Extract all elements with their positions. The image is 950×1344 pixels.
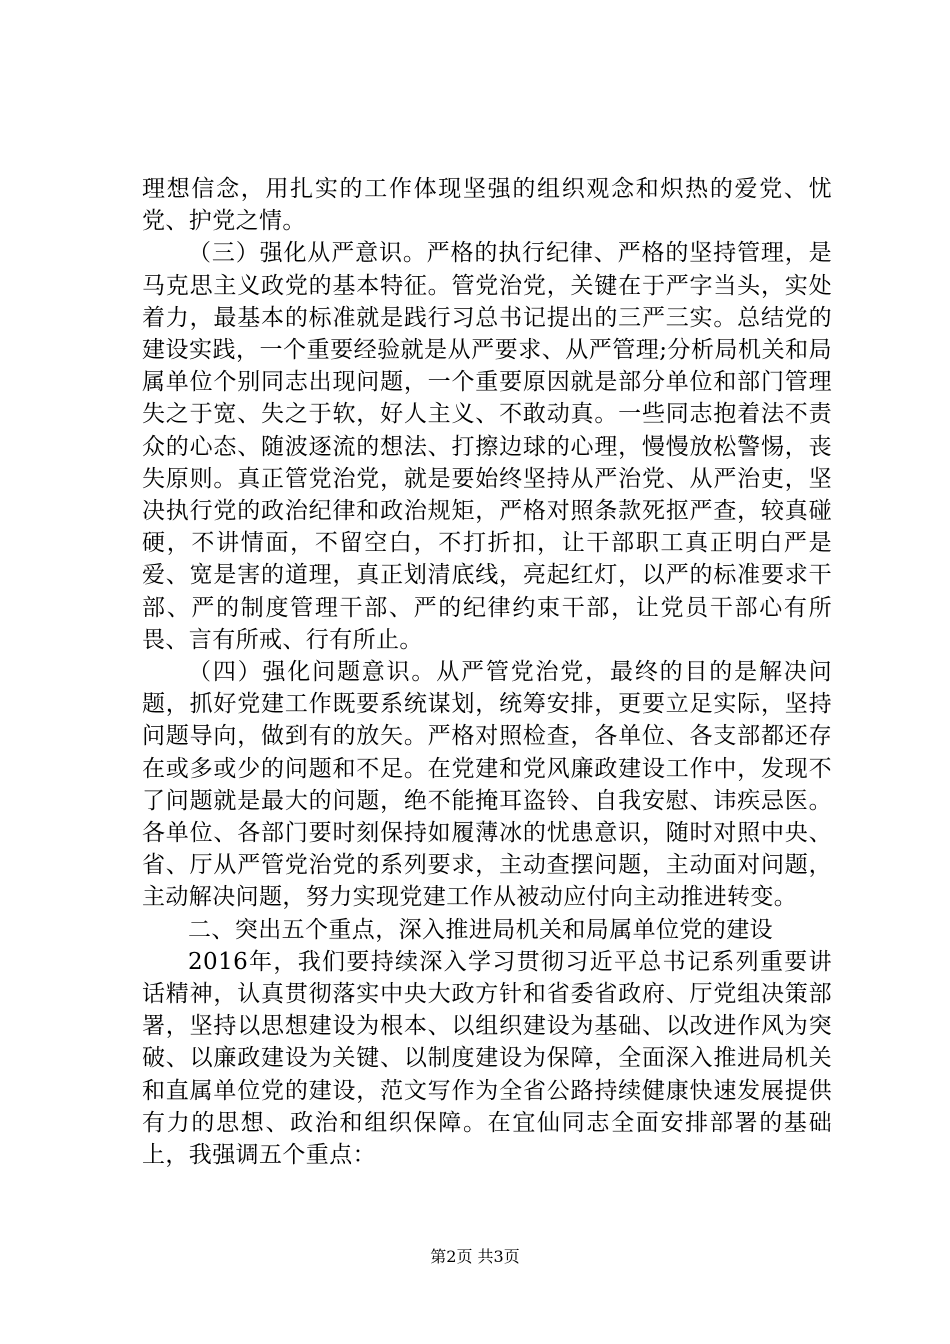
document-body	[142, 173, 832, 1171]
paragraph-strict-awareness: （三）强化从严意识。严格的执行纪律、严格的坚持管理，是马克思主义政党的基本特征。管党治党，关键在于严字当头，实处着力，最基本的标准就是践行习总书记提出的三严三实。总结党的建设实践，一个重要经验就是从严要求、从严管理;分析局机关和局属单位个别同志出现问题，一个重要原因就是部分单位和部门管理失之于宽、失之于软，好人主义、不敢动真。一些同志抱着法不责众的心态、随波逐流的想法、打擦边球的心理，慢慢放松警惕，丧失原则。真正管党治党，就是要始终坚持从严治党、从严治吏，坚决执行党的政治纪律和政治规矩，严格对照条款死抠严查，较真碰硬，不讲情面，不留空白，不打折扣，让干部职工真正明白严是爱、宽是害的道理，真正划清底线，亮起红灯，以严的标准要求干部、严的制度管理干部、严的纪律约束干部，让党员干部心有所畏、言有所戒、行有所止。	[142, 240, 832, 653]
page-footer: 第2页 共3页	[430, 1247, 520, 1266]
section-heading: 二、突出五个重点，深入推进局机关和局属单位党的建设	[188, 916, 773, 943]
paragraph-2016-plan: 2016年，我们要持续深入学习贯彻习近平总书记系列重要讲话精神，认真贯彻落实中央大政方针和省委省政府、厅党组决策部署，坚持以思想建设为根本、以组织建设为基础、以改进作风为突破、以廉政建设为关键、以制度建设为保障，全面深入推进局机关和直属单位党的建设，范文写作为全省公路持续健康快速发展提供有力的思想、政治和组织保障。在宜仙同志全面安排部署的基础上，我强调五个重点：	[142, 948, 832, 1169]
paragraph-problem-awareness: （四）强化问题意识。从严管党治党，最终的目的是解决问题，抓好党建工作既要系统谋划，统筹安排，更要立足实际，坚持问题导向，做到有的放矢。严格对照检查，各单位、各支部都还存在或多或少的问题和不足。在党建和党风廉政建设工作中，发现不了问题就是最大的问题，绝不能掩耳盗铃、自我安慰、讳疾忌医。各单位、各部门要时刻保持如履薄冰的忧患意识，随时对照中央、省、厅从严管党治党的系列要求，主动查摆问题，主动面对问题，主动解决问题，努力实现党建工作从被动应付向主动推进转变。	[142, 659, 832, 911]
paragraph-continuation: 理想信念，用扎实的工作体现坚强的组织观念和炽热的爱党、忧党、护党之情。	[142, 176, 832, 235]
